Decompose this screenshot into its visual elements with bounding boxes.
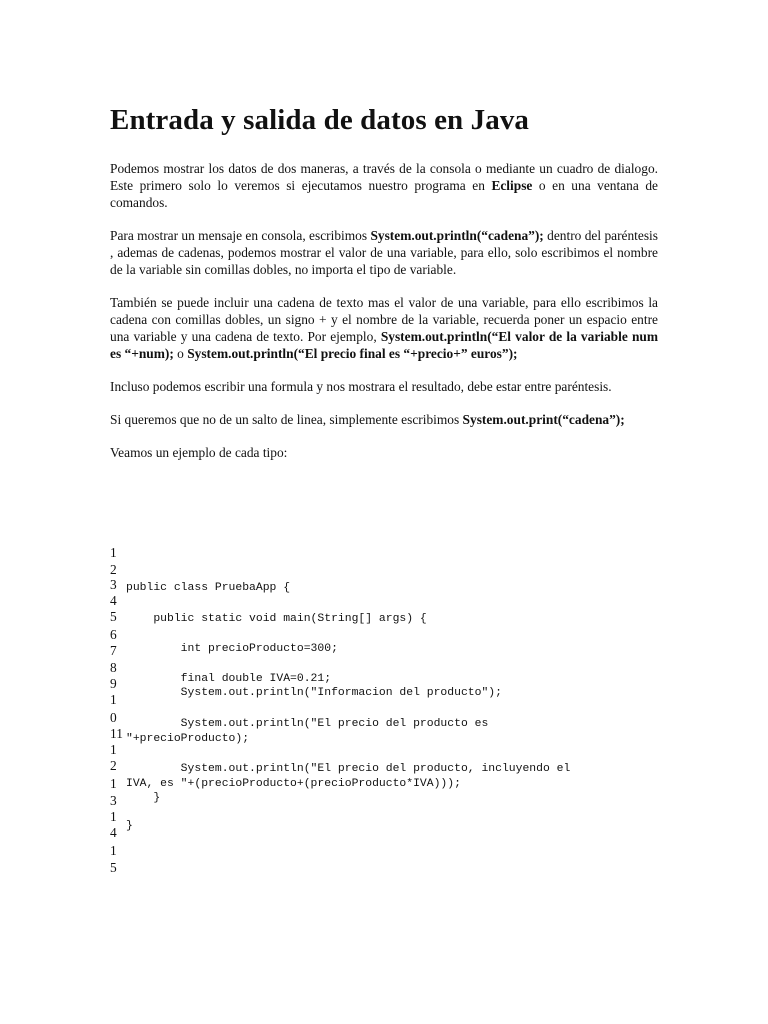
line-number: 1 — [110, 692, 117, 707]
line-number: 1 — [110, 843, 117, 858]
bold-run: System.out.print(“cadena”); — [462, 412, 625, 427]
paragraph-formula: Incluso podemos escribir una formula y nos mostrara el resultado, debe estar entre paréntesis. — [110, 379, 612, 394]
line-number: 1 — [110, 776, 117, 791]
code-listing — [110, 545, 670, 885]
paragraph-println — [110, 227, 658, 278]
text-run: Podemos mostrar los datos de dos maneras, a través de la consola o mediante un cuadro de dialogo. Este primero solo lo veremos si ejecutamos nuestro programa en — [110, 161, 658, 193]
page-title: Entrada y salida de datos en Java — [110, 104, 530, 136]
line-number: 2 — [110, 758, 117, 773]
code-line: public static void main(String[] args) { — [126, 613, 427, 625]
code-line: "+precioProducto); — [126, 733, 250, 745]
text-run: También se puede incluir una cadena de texto mas el valor de una variable, para ello escribimos la cadena con comillas dobles, un signo + y el nombre de la variable, recuerda poner un espacio entre una variable y una cadena de texto. Por ejemplo, — [110, 295, 658, 344]
line-number: 5 — [110, 860, 117, 875]
code-line: int precioProducto=300; — [126, 643, 338, 655]
text-run: dentro del paréntesis , ademas de cadenas, podemos mostrar el valor de una variable, para ello, solo escribimos el nombre de la variable sin comillas dobles, no importa el tipo de variable. — [110, 228, 658, 277]
text-run: Si queremos que no de un salto de linea, simplemente escribimos — [110, 412, 463, 427]
line-number: 4 — [110, 825, 117, 840]
paragraph-print — [110, 411, 658, 428]
paragraph-example-intro: Veamos un ejemplo de cada tipo: — [110, 445, 288, 460]
paragraph-intro — [110, 160, 658, 211]
code-line: System.out.println("El precio del producto es — [126, 718, 489, 730]
line-number: 5 — [110, 609, 117, 624]
code-line: System.out.println("Informacion del producto"); — [126, 687, 502, 699]
code-line: IVA, es "+(precioProducto+(precioProducto*IVA))); — [126, 778, 461, 790]
line-number: 1 — [110, 742, 117, 757]
text-run: o — [173, 346, 188, 361]
line-number: 0 — [110, 710, 117, 725]
code-line: } — [126, 820, 133, 832]
code-line: System.out.println("El precio del producto, incluyendo el — [126, 763, 571, 775]
text-run: Para mostrar un mensaje en consola, escribimos — [110, 228, 371, 243]
line-number: 2 — [110, 562, 117, 577]
line-number: 8 — [110, 660, 117, 675]
paragraph-concatenation — [110, 294, 658, 362]
code-line: final double IVA=0.21; — [126, 673, 332, 685]
bold-run: System.out.println(“El precio final es “+precio+” euros”); — [187, 346, 518, 361]
line-number: 3 — [110, 577, 117, 592]
line-number: 9 — [110, 676, 117, 691]
line-number: 11 — [110, 726, 123, 741]
line-number: 1 — [110, 545, 117, 560]
bold-run: System.out.println(“cadena”); — [370, 228, 544, 243]
bold-run: System.out.println(“El valor de la variable num es “+num); — [110, 329, 658, 361]
line-number: 6 — [110, 627, 117, 642]
line-number: 1 — [110, 809, 117, 824]
document-body — [110, 100, 658, 477]
bold-run: Eclipse — [491, 178, 533, 193]
line-number: 3 — [110, 793, 117, 808]
line-number: 4 — [110, 593, 117, 608]
text-run: o en una ventana de comandos. — [110, 178, 658, 210]
code-line: public class PruebaApp { — [126, 582, 291, 594]
line-number: 7 — [110, 643, 117, 658]
code-line: } — [126, 792, 161, 804]
